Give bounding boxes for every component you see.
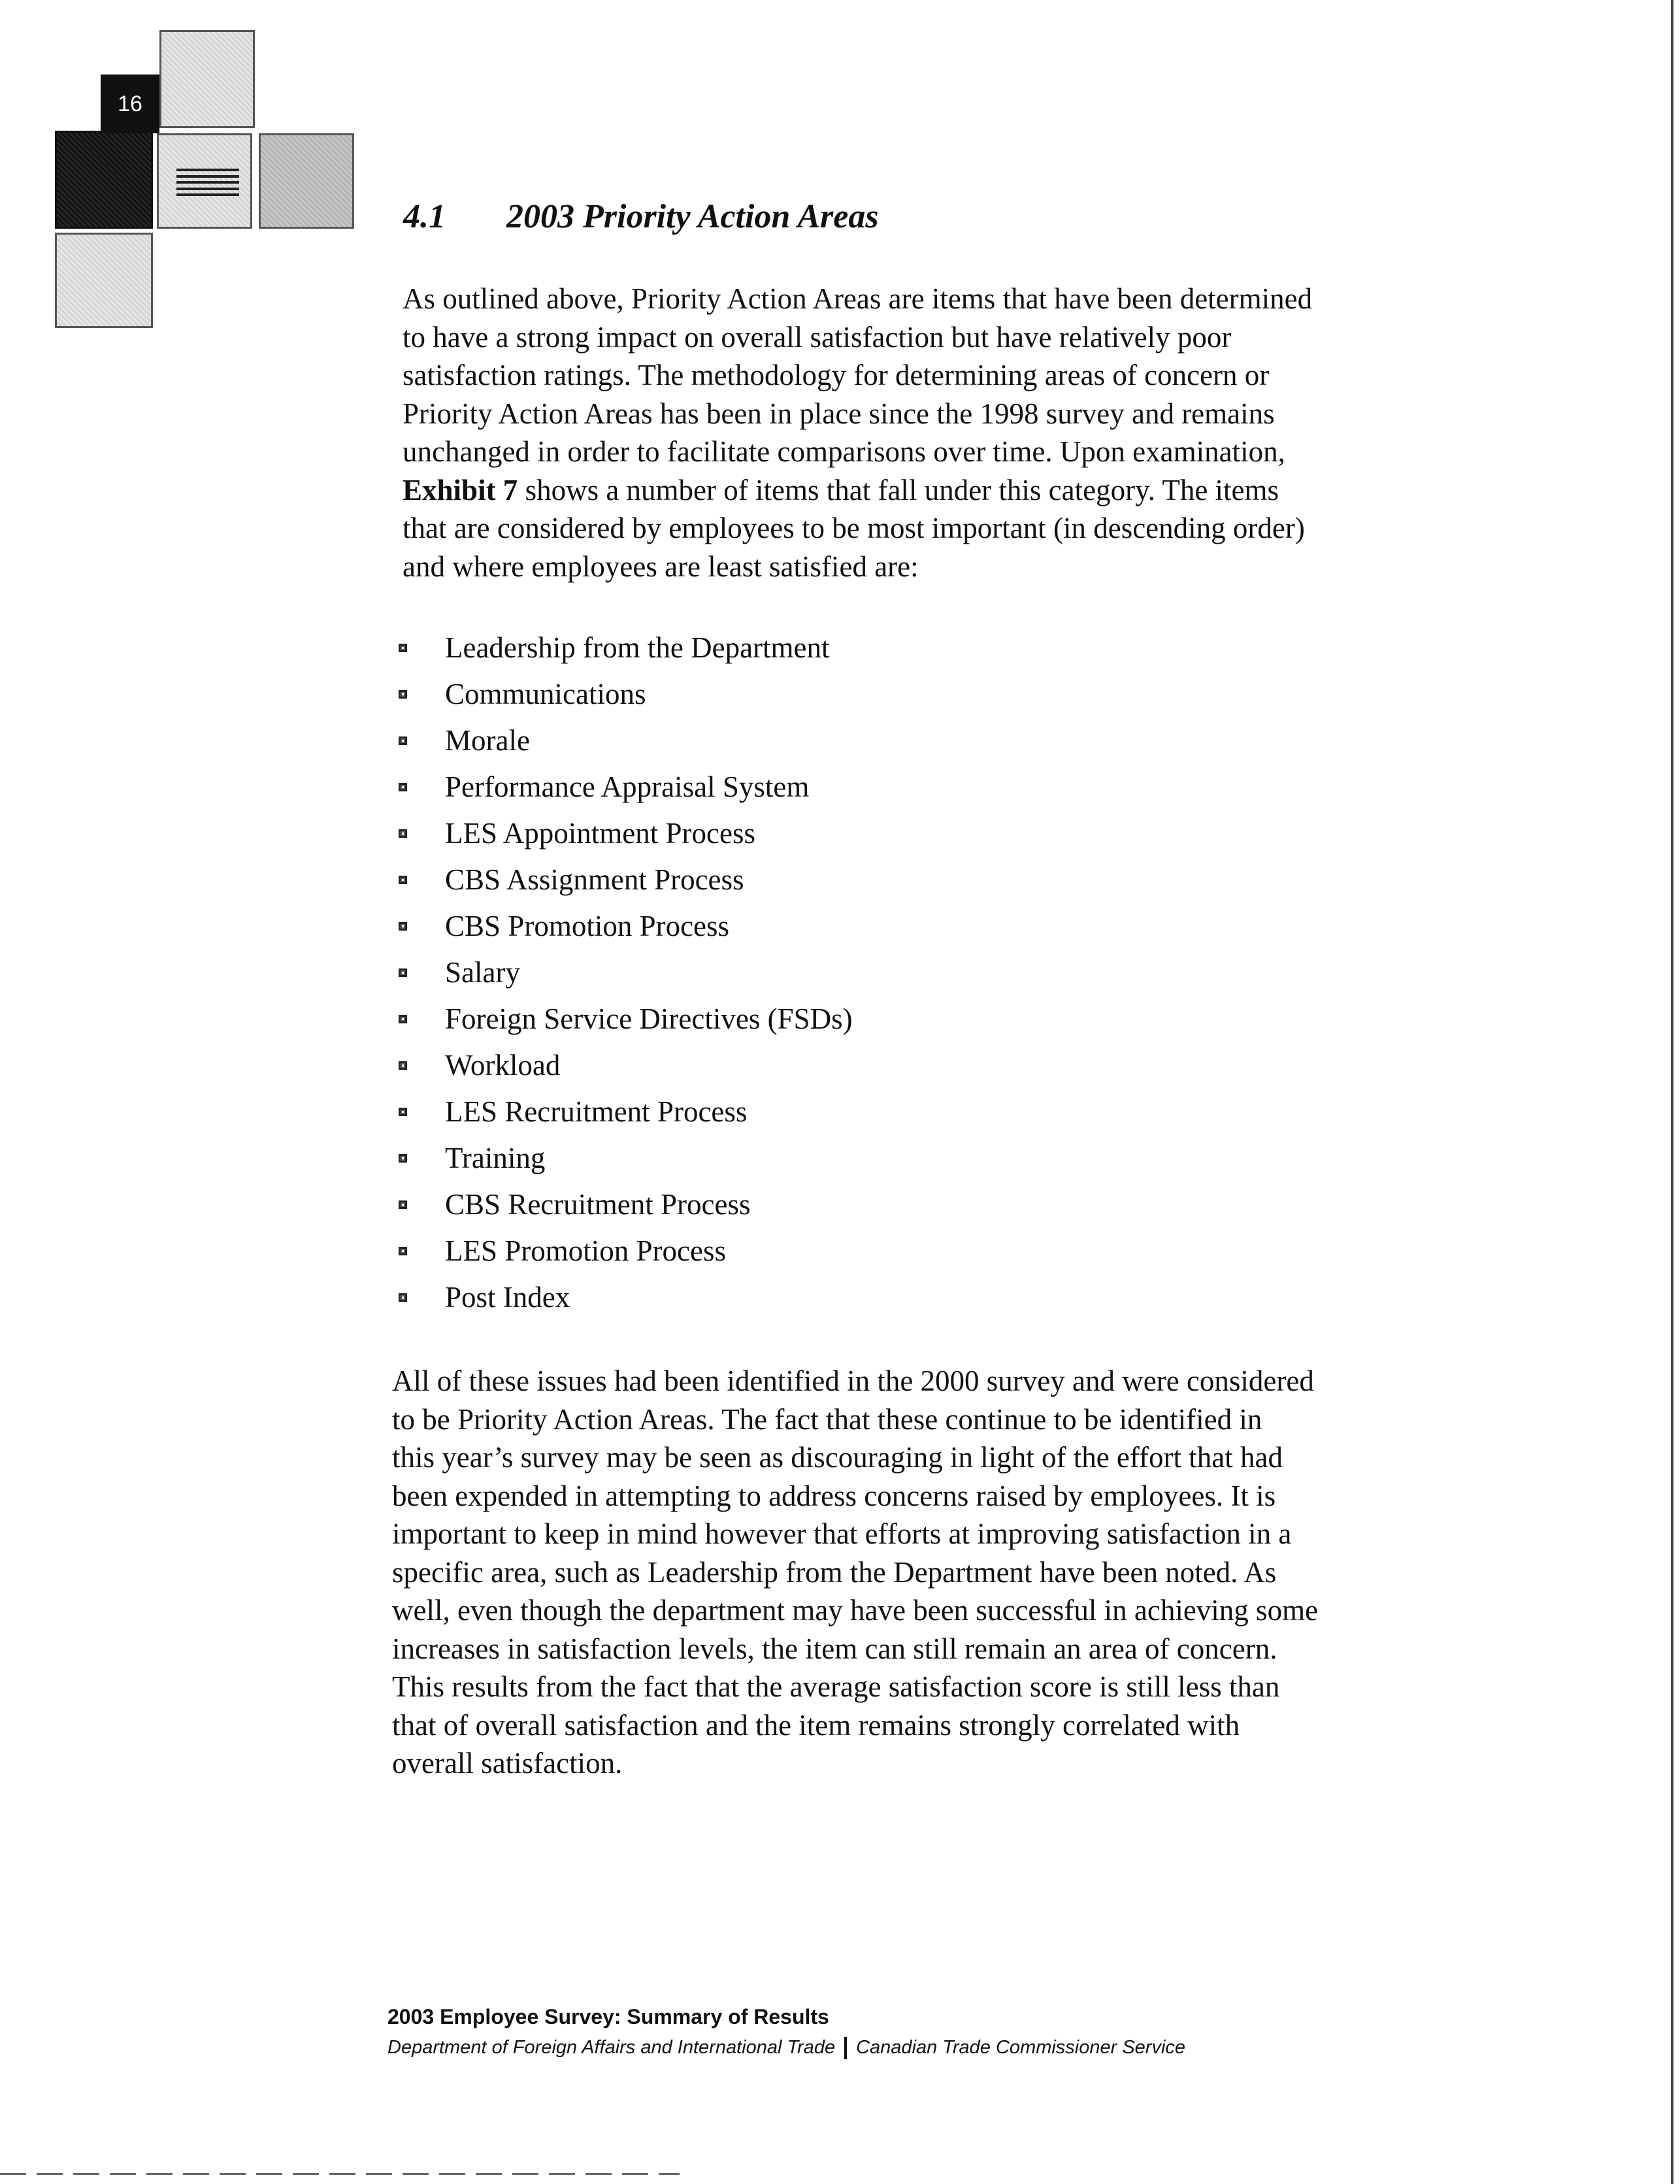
list-item bbox=[399, 903, 853, 950]
section-number: 4.1 bbox=[403, 198, 446, 235]
square-bullet-icon bbox=[399, 783, 407, 791]
square-bullet-icon bbox=[399, 1200, 407, 1209]
list-item-label: Workload bbox=[445, 1049, 561, 1082]
list-item-label: LES Promotion Process bbox=[445, 1234, 727, 1267]
list-item bbox=[399, 764, 853, 810]
list-item bbox=[399, 625, 853, 671]
list-item-label: LES Recruitment Process bbox=[445, 1095, 748, 1128]
list-item bbox=[399, 1228, 853, 1274]
text-line: to have a strong impact on overall satisfaction but have relatively poor bbox=[403, 320, 1232, 354]
section-heading bbox=[403, 197, 879, 236]
text-line: This results from the fact that the average satisfaction score is still less than bbox=[392, 1670, 1280, 1703]
list-item-label: Communications bbox=[445, 678, 646, 710]
section-title: 2003 Priority Action Areas bbox=[506, 198, 879, 235]
list-item bbox=[399, 950, 853, 996]
header-tile bbox=[259, 133, 354, 229]
text-line: overall satisfaction. bbox=[392, 1747, 623, 1779]
list-item-label: Leadership from the Department bbox=[445, 631, 830, 664]
text-line: been expended in attempting to address concerns raised by employees. It is bbox=[392, 1479, 1276, 1512]
list-item-label: CBS Assignment Process bbox=[445, 863, 744, 896]
square-bullet-icon bbox=[399, 968, 407, 977]
text-line: and where employees are least satisfied are: bbox=[403, 550, 919, 583]
square-bullet-icon bbox=[399, 829, 407, 838]
list-item-label: Training bbox=[445, 1142, 546, 1174]
square-bullet-icon bbox=[399, 1247, 407, 1255]
list-item bbox=[399, 1182, 853, 1228]
priority-action-list bbox=[399, 625, 853, 1321]
text-fragment: shows a number of items that fall under this category. The items bbox=[518, 473, 1279, 506]
list-item-label: LES Appointment Process bbox=[445, 817, 755, 850]
text-line: unchanged in order to facilitate comparisons over time. Upon examination, bbox=[403, 435, 1285, 468]
exhibit-reference: Exhibit 7 bbox=[403, 473, 518, 506]
list-item bbox=[399, 1042, 853, 1089]
list-item-label: CBS Promotion Process bbox=[445, 910, 730, 942]
square-bullet-icon bbox=[399, 1015, 407, 1023]
square-bullet-icon bbox=[399, 1061, 407, 1070]
list-item bbox=[399, 1135, 853, 1182]
text-line: specific area, such as Leadership from the Department have been noted. As bbox=[392, 1555, 1277, 1589]
footer-divider bbox=[844, 2037, 847, 2059]
footer-department: Department of Foreign Affairs and International Trade bbox=[387, 2037, 836, 2058]
list-item-label: CBS Recruitment Process bbox=[445, 1188, 751, 1221]
text-line: important to keep in mind however that efforts at improving satisfaction in a bbox=[392, 1517, 1292, 1550]
text-line: increases in satisfaction levels, the item can still remain an area of concern. bbox=[392, 1632, 1277, 1665]
list-item bbox=[399, 718, 853, 764]
text-line: satisfaction ratings. The methodology for determining areas of concern or bbox=[403, 359, 1270, 391]
page-number: 16 bbox=[101, 74, 159, 133]
list-item-label: Salary bbox=[445, 956, 520, 989]
list-item-label: Foreign Service Directives (FSDs) bbox=[445, 1002, 853, 1035]
page-edge bbox=[1671, 0, 1673, 2184]
list-item bbox=[399, 857, 853, 903]
square-bullet-icon bbox=[399, 690, 407, 699]
ibm-logo-icon bbox=[176, 169, 239, 196]
square-bullet-icon bbox=[399, 922, 407, 931]
list-item-label: Post Index bbox=[445, 1281, 570, 1314]
header-tile bbox=[159, 30, 255, 128]
footer-service: Canadian Trade Commissioner Service bbox=[856, 2037, 1186, 2058]
text-line bbox=[403, 471, 1461, 510]
text-line: that are considered by employees to be most important (in descending order) bbox=[403, 512, 1305, 544]
square-bullet-icon bbox=[399, 1108, 407, 1116]
list-item bbox=[399, 996, 853, 1042]
text-line: All of these issues had been identified in the 2000 survey and were considered bbox=[392, 1365, 1314, 1397]
header-tile bbox=[55, 233, 153, 328]
square-bullet-icon bbox=[399, 876, 407, 884]
square-bullet-icon bbox=[399, 644, 407, 652]
list-item bbox=[399, 1089, 853, 1135]
text-line: well, even though the department may have been successful in achieving some bbox=[392, 1594, 1319, 1627]
text-line: Priority Action Areas has been in place since the 1998 survey and remains bbox=[403, 397, 1275, 430]
square-bullet-icon bbox=[399, 1293, 407, 1302]
header-tile bbox=[55, 131, 153, 229]
list-item-label: Performance Appraisal System bbox=[445, 770, 810, 803]
square-bullet-icon bbox=[399, 1154, 407, 1163]
list-item bbox=[399, 810, 853, 857]
page-edge bbox=[0, 2173, 680, 2175]
square-bullet-icon bbox=[399, 736, 407, 745]
text-line: to be Priority Action Areas. The fact that these continue to be identified in bbox=[392, 1402, 1262, 1436]
footer-title: 2003 Employee Survey: Summary of Results bbox=[387, 2005, 829, 2028]
text-line: this year’s survey may be seen as discouraging in light of the effort that had bbox=[392, 1441, 1283, 1474]
list-item bbox=[399, 1274, 853, 1321]
conclusion-paragraph bbox=[392, 1362, 1451, 1783]
list-item bbox=[399, 671, 853, 718]
list-item-label: Morale bbox=[445, 724, 530, 757]
footer-subtitle bbox=[387, 2037, 1185, 2059]
intro-paragraph bbox=[403, 280, 1461, 586]
text-line: that of overall satisfaction and the item remains strongly correlated with bbox=[392, 1708, 1240, 1742]
text-line: As outlined above, Priority Action Areas are items that have been determined bbox=[403, 282, 1313, 315]
